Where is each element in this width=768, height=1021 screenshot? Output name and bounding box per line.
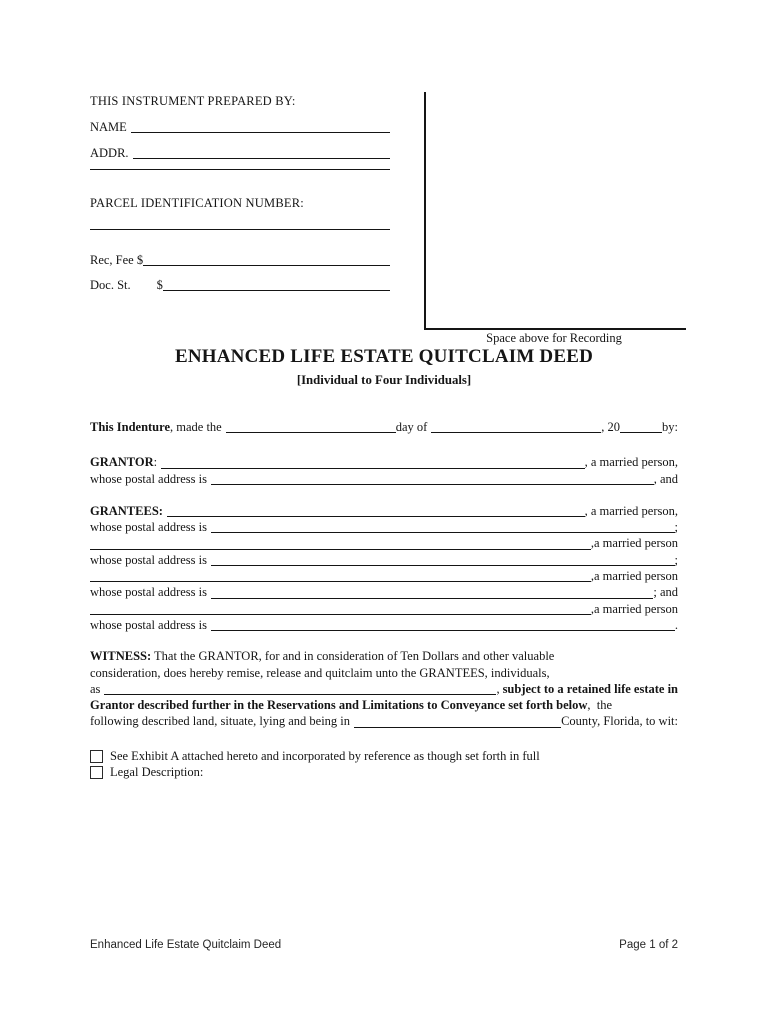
indenture-by: by:	[662, 420, 678, 434]
grantee2-address-suffix: ;	[674, 552, 678, 567]
indenture-made-text: , made the	[170, 420, 222, 434]
legal-description-row	[90, 764, 678, 781]
witness-paragraph	[90, 648, 678, 729]
grantee4-address-label: whose postal address is	[90, 617, 207, 632]
grantee2-name-blank[interactable]	[90, 548, 591, 550]
grantee1-name-suffix: , a married person,	[584, 503, 678, 518]
legal-description-checkbox[interactable]	[90, 766, 103, 779]
grantee2-address-blank[interactable]	[211, 564, 675, 566]
name-field-row	[90, 109, 390, 135]
grantee1-name-row	[90, 503, 678, 519]
grantee2-name-row	[90, 535, 678, 551]
witness-line1	[90, 648, 678, 664]
witness-label: WITNESS:	[90, 649, 152, 664]
indenture-day-of: day of	[395, 420, 428, 434]
witness-line3-bold: subject to a retained life estate in	[502, 681, 678, 696]
witness-line2: consideration, does hereby remise, release and quitclaim unto the GRANTEES, individuals,	[90, 665, 550, 680]
doc-st-dollar-sign: $	[156, 278, 163, 292]
grantor-name-suffix: , a married person,	[584, 455, 678, 470]
grantor-block	[90, 454, 678, 487]
parcel-blank-line[interactable]	[90, 229, 390, 230]
indenture-line	[90, 419, 678, 435]
grantee3-address-label: whose postal address is	[90, 585, 207, 600]
grantee4-address-row	[90, 617, 678, 633]
grantee4-name-blank[interactable]	[90, 613, 591, 615]
rec-fee-blank-line[interactable]	[143, 264, 390, 266]
witness-line5-prefix: following described land, situate, lying and being in	[90, 714, 351, 729]
exhibit-a-label: See Exhibit A attached hereto and incorporated by reference as though set forth in full	[110, 748, 540, 763]
witness-line3	[90, 681, 678, 697]
grantor-address-blank[interactable]	[211, 483, 654, 485]
grantee4-address-blank[interactable]	[211, 629, 675, 631]
grantor-name-row	[90, 454, 678, 470]
rec-fee-row	[90, 244, 390, 268]
grantor-label: GRANTOR	[90, 455, 154, 470]
grantee3-name-blank[interactable]	[90, 580, 591, 582]
prepared-by-heading: THIS INSTRUMENT PREPARED BY:	[90, 94, 296, 108]
name-label: NAME	[90, 120, 127, 134]
exhibit-a-row	[90, 748, 678, 765]
legal-description-label: Legal Description:	[110, 765, 204, 780]
doc-st-row	[90, 268, 390, 293]
grantee2-address-row	[90, 552, 678, 568]
indenture-month-blank[interactable]	[431, 431, 601, 433]
grantee1-address-label: whose postal address is	[90, 520, 207, 535]
grantee1-name-blank[interactable]	[167, 515, 585, 517]
top-region	[0, 0, 768, 346]
indenture-year-blank[interactable]	[620, 431, 662, 433]
grantee1-address-row	[90, 519, 678, 535]
addr-field-row	[90, 135, 390, 161]
witness-as: as	[90, 681, 101, 696]
grantor-name-blank[interactable]	[161, 467, 584, 469]
grantor-colon: :	[153, 455, 158, 470]
witness-line4-rest: , the	[587, 698, 613, 713]
doc-st-blank-line[interactable]	[163, 289, 390, 291]
doc-st-label: Doc. St.	[90, 278, 131, 292]
witness-line4-bold: Grantor described further in the Reservations and Limitations to Conveyance set forth below	[90, 698, 588, 713]
grantee4-name-row	[90, 601, 678, 617]
grantee3-address-row	[90, 584, 678, 600]
indenture-comma-20: , 20	[601, 420, 621, 434]
grantee3-name-suffix: ,a married person	[590, 569, 678, 584]
witness-line5-suffix: County, Florida, to wit:	[561, 714, 678, 729]
parcel-heading: PARCEL IDENTIFICATION NUMBER:	[90, 196, 304, 210]
witness-line1-rest: That the GRANTOR, for and in consideration of Ten Dollars and other valuable	[151, 649, 555, 664]
grantor-label-wrap	[90, 454, 157, 470]
grantor-address-label: whose postal address is	[90, 471, 207, 486]
grantee4-address-suffix: .	[674, 617, 678, 632]
addr-blank-line-2[interactable]	[90, 169, 390, 170]
witness-line5	[90, 713, 678, 729]
grantor-address-row	[90, 471, 678, 487]
recording-space-box	[424, 92, 686, 330]
grantee4-name-suffix: ,a married person	[590, 601, 678, 616]
indenture-date-blank[interactable]	[226, 431, 396, 433]
grantee3-name-row	[90, 568, 678, 584]
grantee3-address-suffix: ; and	[653, 585, 678, 600]
name-blank-line[interactable]	[131, 131, 390, 133]
grantee1-address-blank[interactable]	[211, 531, 675, 533]
grantees-label: GRANTEES:	[90, 503, 163, 518]
checkbox-section	[90, 748, 678, 781]
grantees-block	[90, 503, 678, 633]
witness-line4	[90, 697, 678, 713]
addr-label: ADDR.	[90, 146, 129, 160]
prepared-by-block	[90, 94, 390, 293]
grantor-address-suffix: , and	[653, 471, 678, 486]
page-footer	[90, 938, 678, 953]
document-body	[90, 419, 678, 781]
addr-blank-line[interactable]	[133, 157, 390, 159]
document-title: ENHANCED LIFE ESTATE QUITCLAIM DEED	[174, 346, 594, 367]
witness-line3-end	[496, 681, 678, 697]
indenture-lead	[90, 419, 222, 435]
grantee2-address-label: whose postal address is	[90, 552, 207, 567]
witness-county-blank[interactable]	[354, 726, 561, 728]
exhibit-a-checkbox[interactable]	[90, 750, 103, 763]
indenture-lead-bold: This Indenture	[90, 420, 171, 434]
grantee2-name-suffix: ,a married person	[590, 536, 678, 551]
witness-as-blank[interactable]	[104, 693, 496, 695]
rec-fee-label: Rec, Fee $	[90, 253, 144, 267]
grantee1-address-suffix: ;	[674, 520, 678, 535]
witness-line3-comma: ,	[496, 681, 500, 696]
footer-document-name: Enhanced Life Estate Quitclaim Deed	[90, 939, 282, 951]
recording-space-caption: Space above for Recording	[486, 331, 622, 345]
document-subtitle: [Individual to Four Individuals]	[296, 373, 472, 387]
footer-page-number: Page 1 of 2	[619, 939, 678, 951]
grantee3-address-blank[interactable]	[211, 597, 653, 599]
